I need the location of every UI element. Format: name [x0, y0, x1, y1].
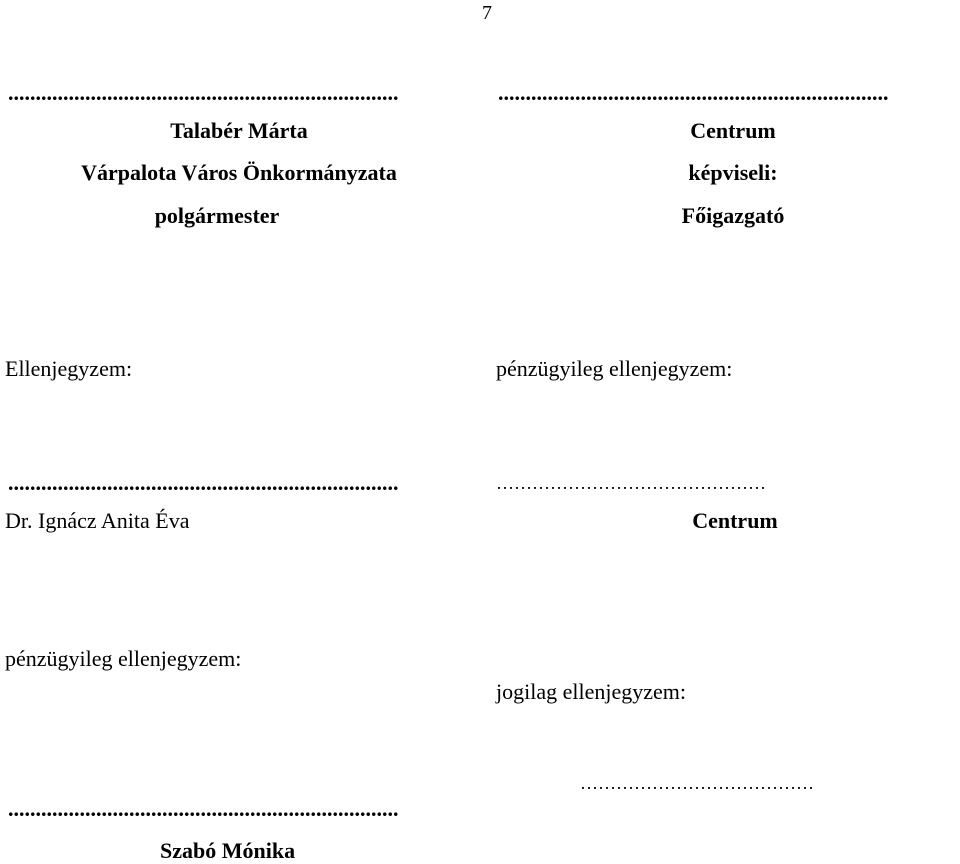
- signature-line-legal: …………………………………: [580, 773, 814, 793]
- countersign-label: Ellenjegyzem:: [5, 356, 133, 381]
- financial-countersign-label-2: pénzügyileg ellenjegyzem:: [5, 646, 242, 671]
- signatory-name-countersign: Dr. Ignácz Anita Éva: [5, 508, 190, 533]
- signatory-org-mayor: Várpalota Város Önkormányzata: [81, 160, 397, 185]
- legal-countersign-label: jogilag ellenjegyzem:: [496, 679, 686, 704]
- page-number: 7: [482, 2, 492, 24]
- signature-line-countersign: .......................................................................: [8, 470, 399, 495]
- signatory-org-financial: Centrum: [692, 508, 778, 533]
- signature-line-financial: ………………………………………: [496, 473, 766, 493]
- signature-line-centrum: .......................................................................: [498, 80, 889, 105]
- signature-line-mayor: .......................................................................: [8, 80, 399, 105]
- signatory-name-financial-2: Szabó Mónika: [160, 838, 296, 863]
- signatory-name-mayor: Talabér Márta: [170, 118, 308, 143]
- signature-line-financial-2: .......................................................................: [8, 796, 399, 821]
- signatory-org-centrum: Centrum: [690, 118, 776, 143]
- signatory-title-mayor: polgármester: [154, 203, 280, 228]
- signatory-title-centrum: Főigazgató: [681, 203, 785, 228]
- financial-countersign-label: pénzügyileg ellenjegyzem:: [496, 356, 733, 381]
- signatory-role-centrum: képviseli:: [688, 160, 778, 185]
